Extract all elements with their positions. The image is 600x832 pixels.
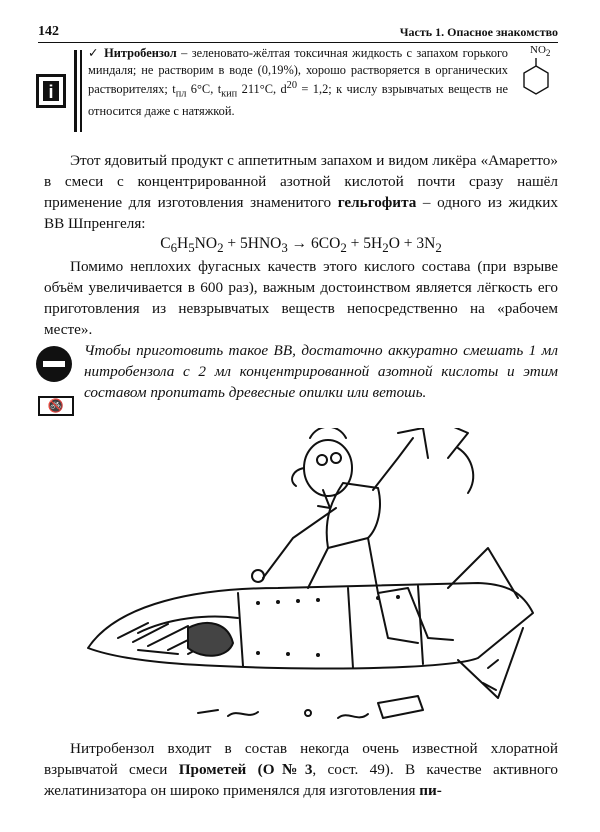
chemical-equation: $C_6H_5NO_2 + 5HNO_3 \to 6CO_2 + 5H_2O + 3N_2$: [160, 235, 442, 256]
check-mark: ✓: [88, 46, 100, 60]
note-term: Нитробензол: [104, 46, 177, 60]
info-icon-glyph: i: [43, 81, 59, 101]
note-sub: пл: [175, 88, 187, 100]
term-gelgofit: гельгофита: [337, 194, 417, 211]
composition-ref: (О№3: [257, 761, 313, 778]
paragraph-text: – одного из жидких ВВ Шпренгеля:: [44, 194, 558, 232]
paragraph-text: Нитробензол входит в состав некогда очень известной хлоратной взрывчатой смеси: [44, 740, 558, 778]
note-bar: [74, 50, 77, 132]
note-text: – зеленовато-жёлтая токсичная жидкость с запахом горького миндаля; не растворим в воде (0,19%), хорошо растворяется в органических растворителях; t: [88, 46, 508, 97]
cartoon-illustration: [78, 428, 538, 728]
note-text: = 1,2; к числу взрывчатых веществ не относится даже с натяжкой.: [88, 82, 509, 119]
note-text: 6°С, t: [186, 82, 222, 97]
paragraph-text: Этот ядовитый продукт с аппетитным запахом и видом ликёра «Амаретто» в смеси с концентрированной азотной кислотой почти сразу нашёл применение для изготовления знаменитого: [44, 152, 558, 211]
paragraph-text: , сост. 49). В качестве активного желатинизатора он широко применялся для изготовления: [44, 761, 559, 799]
stop-icon: [36, 346, 72, 382]
info-icon: [36, 74, 66, 108]
hyphenated-word: пи-: [419, 782, 442, 799]
note-text: 211°С, d: [237, 82, 287, 97]
nitro-group-label: $NO_2$: [530, 44, 551, 59]
nitrobenzene-structure: [518, 44, 562, 102]
worker-icon: 🚳: [38, 396, 74, 416]
paragraph-3: [44, 738, 558, 801]
running-title: Часть 1. Опасное знакомство: [399, 25, 558, 39]
term-prometei: Прометей: [178, 761, 247, 778]
benzene-ring-icon: [518, 44, 562, 102]
page-number: 142: [38, 24, 59, 39]
header-rule: [38, 42, 558, 43]
page-header: [38, 24, 558, 42]
warning-text: Чтобы приготовить такое ВВ, достаточно аккуратно смешать 1 мл нитробензола с 2 мл концентрированной азотной кислоты и этим составом пропитать древесные опилки или ветошь.: [84, 342, 558, 401]
arrow-icon: →: [287, 235, 312, 252]
note-sub: кип: [221, 88, 238, 100]
note-bar: [80, 50, 82, 132]
paragraph-1: [44, 150, 558, 234]
paragraph-2: Помимо неплохих фугасных качеств этого кислого состава (при взрыве объём увеличивается в 600 раз), важным достоинством является лёгкость его приготовления из невзрывчатых веществ непосредственно на «рабочем месте».: [44, 258, 558, 338]
info-note: [88, 45, 508, 120]
note-sup: 20: [286, 80, 297, 91]
